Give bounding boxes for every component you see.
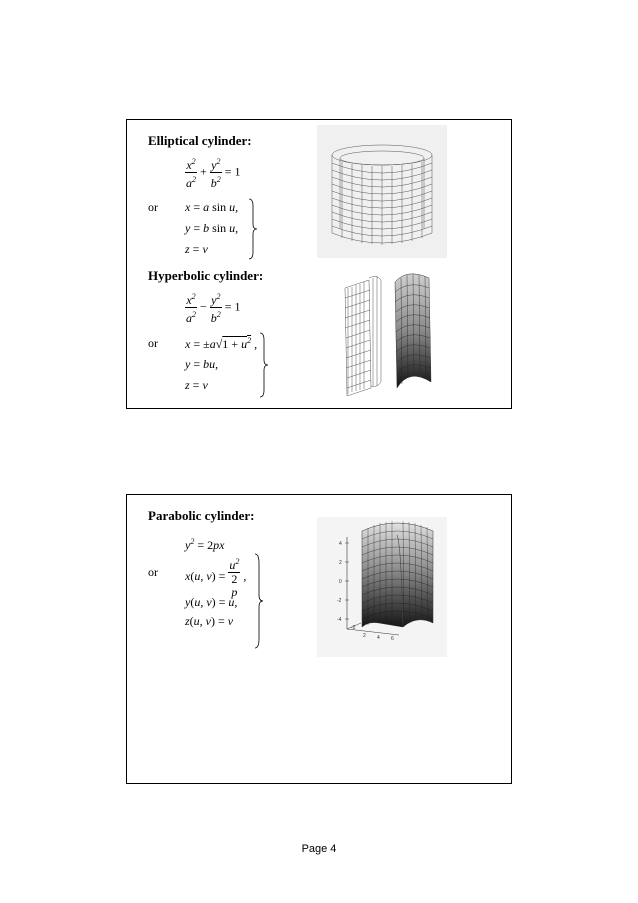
or-label-hyperbolic: or bbox=[148, 336, 158, 350]
or-label-parabolic: or bbox=[148, 565, 158, 579]
or-label-elliptical: or bbox=[148, 200, 158, 214]
equation-elliptical-y: y = b sin u, bbox=[185, 221, 239, 235]
heading-parabolic: Parabolic cylinder: bbox=[148, 508, 255, 523]
hyperbolic-cylinder-figure bbox=[339, 270, 451, 398]
equation-hyperbolic-x: $x = \pm a√1 + u^2$ , bbox=[185, 336, 258, 351]
equation-parabolic-implicit: $y^2 = 2px$ bbox=[185, 537, 225, 552]
slide-parabolic bbox=[126, 494, 512, 784]
slide-elliptical-hyperbolic bbox=[126, 119, 512, 409]
tick-label: 2 bbox=[363, 633, 366, 639]
tick-label: -2 bbox=[337, 598, 342, 604]
equation-hyperbolic-z: z = v bbox=[185, 378, 208, 392]
right-brace bbox=[247, 198, 259, 260]
equation-parabolic-z: z(u, v) = v bbox=[185, 614, 234, 628]
heading-hyperbolic: Hyperbolic cylinder: bbox=[148, 268, 264, 283]
tick-label: -2 bbox=[351, 625, 356, 631]
equation-hyperbolic-implicit: $\frac{x^2}{a^2}$ − $\frac{y^2}{b^2}$ = 1 bbox=[186, 292, 241, 325]
equation-elliptical-implicit: $\frac{x^2}{a^2}$ + $\frac{y^2}{b^2}$ = 1 bbox=[186, 157, 241, 190]
equation-hyperbolic-y: y = bu, bbox=[185, 357, 219, 371]
parabolic-cylinder-figure bbox=[317, 517, 447, 657]
equation-elliptical-z: z = v bbox=[185, 242, 208, 256]
tick-label: 4 bbox=[339, 541, 342, 547]
tick-label: 2 bbox=[339, 560, 342, 566]
equation-parabolic-y: y(u, v) = u, bbox=[185, 595, 238, 609]
tick-label: 4 bbox=[377, 635, 380, 641]
tick-label: -4 bbox=[337, 617, 342, 623]
tick-label: 6 bbox=[391, 636, 394, 642]
page-number: Page 4 bbox=[301, 843, 337, 855]
right-brace bbox=[253, 553, 265, 649]
heading-elliptical: Elliptical cylinder: bbox=[148, 133, 252, 148]
equation-elliptical-x: x = a sin u, bbox=[185, 200, 239, 214]
right-brace bbox=[258, 332, 270, 398]
tick-label: 0 bbox=[339, 579, 342, 585]
elliptical-cylinder-figure bbox=[317, 125, 447, 258]
equation-parabolic-x: x(u, v) = $u^2$ 2 p , bbox=[185, 557, 247, 599]
